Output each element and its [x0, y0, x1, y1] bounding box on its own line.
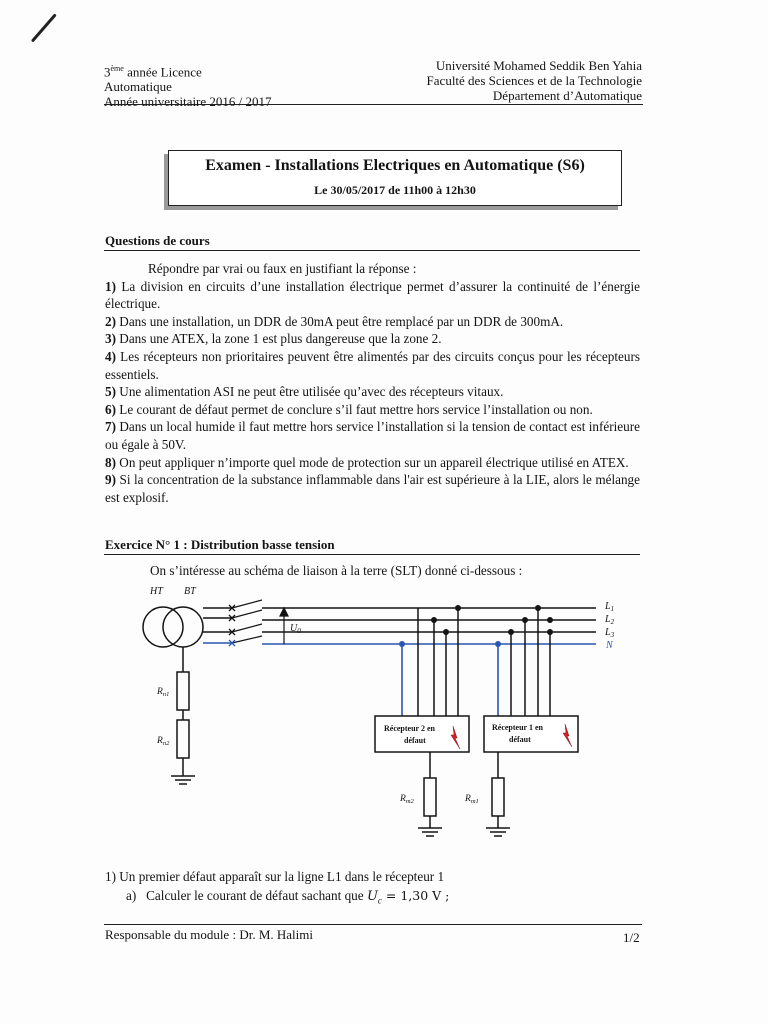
list-item: 6) Le courant de défaut permet de conclure s’il faut mettre hors service l’installation ou non.: [105, 401, 593, 417]
header-faculty: Faculté des Sciences et de la Technologie: [426, 73, 642, 88]
label-rm2: $R_{m2}$: [400, 794, 414, 805]
receiver-1-label-line2: défaut: [509, 735, 531, 744]
footer-author: Responsable du module : Dr. M. Halimi: [105, 927, 313, 942]
exam-date: Le 30/05/2017 de 11h00 à 12h30: [314, 183, 476, 197]
resistor-rn2: [177, 720, 189, 758]
label-l1: $L_1$: [605, 601, 615, 613]
footer-rule: [104, 924, 642, 925]
footer-page-number: 1/2: [623, 930, 640, 945]
label-rn2: $R_{n2}$: [157, 736, 170, 747]
list-item: 2) Dans une installation, un DDR de 30mA peut être remplacé par un DDR de 300mA.: [105, 313, 564, 329]
label-rn1: $R_{n1}$: [157, 687, 170, 698]
list-item: 8) On peut appliquer n’importe quel mode de protection sur un appareil électrique utilisé en ATEX.: [105, 454, 629, 470]
label-l2: $L_2$: [605, 614, 615, 626]
receiver-2-label-line1: Récepteur 2 en: [384, 724, 435, 733]
label-ht: HT: [150, 586, 163, 597]
resistor-rn1: [177, 672, 189, 710]
list-item: 4) Les récepteurs non prioritaires peuvent être alimentés par des circuits conçus pour les récepteurs essentiels.: [105, 348, 640, 382]
exercise-question-1: 1) Un premier défaut apparaît sur la ligne L1 dans le récepteur 1: [105, 869, 445, 884]
header-year: Année universitaire 2016 / 2017: [104, 94, 272, 110]
header-department: Département d’Automatique: [492, 88, 642, 103]
resistor-rm1: [492, 778, 504, 816]
exercise-intro: On s’intéresse au schéma de liaison à la terre (SLT) donné ci-dessous :: [150, 563, 523, 578]
label-rm1: $R_{m1}$: [465, 794, 479, 805]
header-level: 3ème année Licence: [104, 64, 202, 80]
header-university: Université Mohamed Seddik Ben Yahia: [435, 58, 642, 73]
receiver-2-label-line2: défaut: [404, 736, 426, 745]
header-program: Automatique: [104, 79, 172, 95]
section-heading-questions: Questions de cours: [105, 233, 210, 248]
section-heading-exercise: Exercice N° 1 : Distribution basse tension: [105, 537, 335, 552]
questions-intro: Répondre par vrai ou faux en justifiant la réponse :: [148, 261, 417, 276]
list-item: 3) Dans une ATEX, la zone 1 est plus dangereuse que la zone 2.: [105, 331, 442, 347]
exercise-question-1a: a) Calculer le courant de défaut sachant que $U_c = 1,30$ V ;: [126, 888, 450, 906]
list-item: 5) Une alimentation ASI ne peut être utilisée qu’avec des récepteurs vitaux.: [105, 384, 504, 400]
resistor-rm2: [424, 778, 436, 816]
label-n: N: [606, 640, 613, 651]
label-u0: $U_0$: [290, 623, 301, 635]
list-item: 7) Dans un local humide il faut mettre hors service l’installation si la tension de contact est inférieure ou égale à 50V.: [105, 419, 640, 452]
list-item: 1) La division en circuits d’une installation électrique permet d’assurer la continuité de l’énergie électrique.: [105, 278, 640, 312]
receiver-1-label-line1: Récepteur 1 en: [492, 723, 543, 732]
list-item: 9) Si la concentration de la substance inflammable dans l'air est supérieure à la LIE, alors le mélange est explosif.: [105, 472, 640, 505]
label-bt: BT: [184, 586, 196, 597]
exam-title: Examen - Installations Electriques en Automatique (S6): [205, 157, 585, 174]
label-l3: $L_3$: [605, 627, 615, 639]
